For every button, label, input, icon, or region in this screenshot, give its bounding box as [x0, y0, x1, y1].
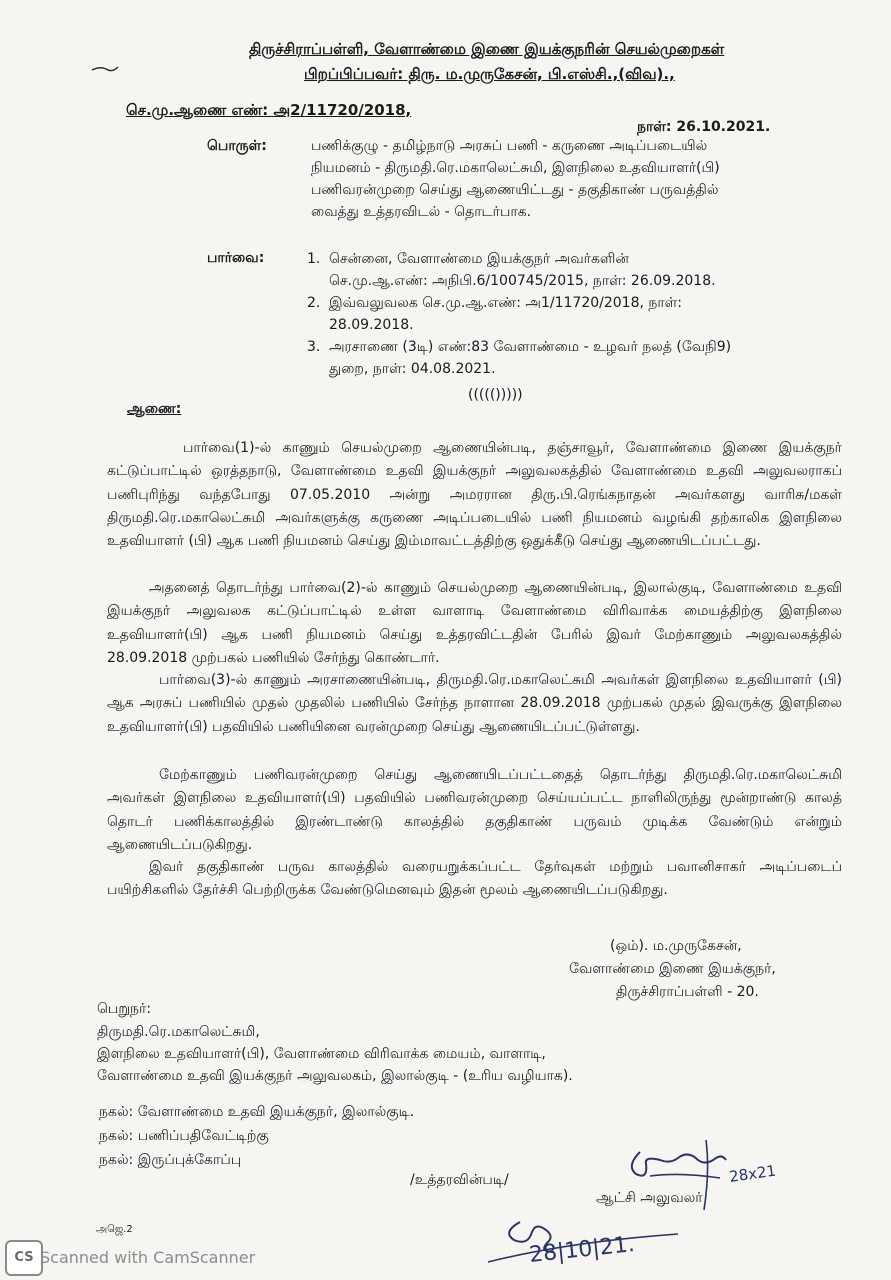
body-paragraph-5 — [107, 856, 842, 903]
reference-line: சென்னை, வேளாண்மை இயக்குநர் அவர்களின் — [329, 251, 629, 267]
svg-text:28|10|21.: 28|10|21. — [528, 1232, 636, 1268]
recipient-line: வேளாண்மை உதவி இயக்குநர் அலுவலகம், இலால்குடி - (உரிய வழியாக). — [97, 1068, 573, 1084]
reference-number: 1. — [307, 251, 321, 267]
copy-line: நகல்: பணிப்பதிவேட்டிற்கு — [99, 1128, 269, 1144]
body-paragraph-3 — [107, 669, 842, 739]
separator: ((((())))) — [468, 387, 523, 403]
subject-line: பணிவரன்முறை செய்து ஆணையிட்டது - தகுதிகாண் பருவத்தில் — [311, 182, 719, 198]
subject-block — [311, 135, 720, 223]
reference-number: 2. — [307, 295, 321, 311]
reference-line: செ.மு.ஆ.எண்: அநிபி.6/100745/2015, நாள்: 26.09.2018. — [329, 273, 716, 289]
signatory-designation: வேளாண்மை இணை இயக்குநர், — [569, 961, 776, 977]
subject-line: வைத்து உத்தரவிடல் - தொடர்பாக. — [311, 204, 532, 220]
order-number: செ.மு.ஆணை எண்: அ2/11720/2018, — [126, 101, 412, 119]
signatory-name: (ஒம்). ம.முருகேசன், — [610, 938, 742, 954]
paragraph-text: பார்வை(3)-ல் காணும் அரசாணையின்படி, திருமதி.ரெ.மகாலெட்சுமி அவர்கள் இளநிலை உதவியாளர் (பி) ஆக அரசுப் பணியில் முதல் முதலில் பணியில் சேர்ந்த நாளான 28.09.2018 முற்பகல் முதல் இவருக்கு இளநிலை உதவியாளர்(பி) பதவியில் பணியினை வரன்முறை செய்து ஆணையிடப்பட்டுள்ளது. — [107, 672, 842, 735]
reference-number: 3. — [307, 339, 321, 355]
reference-line: 28.09.2018. — [329, 317, 414, 333]
subject-line: நியமனம் - திருமதி.ரெ.மகாலெட்சுமி, இளநிலை உதவியாளர்(பி) — [311, 160, 720, 176]
order-date: நாள்: 26.10.2021. — [637, 119, 771, 135]
initials-code: அஜெ.2 — [96, 1224, 133, 1235]
references-list — [307, 248, 731, 380]
signature-stroke — [632, 1152, 726, 1176]
recipient-line: திருமதி.ரெ.மகாலெட்சுமி, — [97, 1024, 260, 1040]
recipient-block — [97, 1021, 573, 1087]
recipient-line: இளநிலை உதவியாளர்(பி), வேளாண்மை விரிவாக்க மையம், வாளாடி, — [97, 1046, 546, 1062]
recipient-label: பெறுநர்: — [97, 1001, 152, 1017]
copy-line: நகல்: வேளாண்மை உதவி இயக்குநர், இலால்குடி. — [99, 1104, 415, 1120]
office-title: திருச்சிராப்பள்ளி, வேளாண்மை இணை இயக்குநரின் செயல்முறைகள் — [249, 40, 725, 58]
subject-line: பணிக்குழு - தமிழ்நாடு அரசுப் பணி - கருணை அடிப்படையில் — [311, 138, 708, 154]
paragraph-text: இவர் தகுதிகாண் பருவ காலத்தில் வரையறுக்கப்பட்ட தேர்வுகள் மற்றும் பவானிசாகர் அடிப்படைப் பயிற்சிகளில் தேர்ச்சி பெற்றிருக்க வேண்டுமெனவும் இதன் மூலம் ஆணையிடப்படுகிறது. — [107, 859, 842, 899]
body-paragraph-2 — [107, 577, 842, 670]
copies-list — [99, 1100, 414, 1172]
attest-title: ஆட்சி அலுவலர் — [596, 1190, 703, 1206]
paragraph-text: மேற்காணும் பணிவரன்முறை செய்து ஆணையிடப்பட்டதைத் தொடர்ந்து திருமதி.ரெ.மகாலெட்சுமி அவர்கள் இளநிலை உதவியாளர்(பி) பதவியில் பணிவரன்முறை செய்யப்பட்ட நாளிலிருந்து மூன்றாண்டு காலத் தொடர் பணிக்காலத்தில் இரண்டாண்டு காலத்தில் தகுதிகாண் பருவம் முடிக்க வேண்டும் என்றும் ஆணையிடப்படுகிறது. — [107, 767, 842, 853]
subject-label: பொருள்: — [207, 138, 267, 154]
copy-line: நகல்: இருப்புக்கோப்பு — [99, 1152, 242, 1168]
reference-line: அரசாணை (3டி) எண்:83 வேளாண்மை - உழவர் நலத் (வேநி9) — [329, 339, 732, 355]
references-label: பார்வை: — [207, 250, 265, 266]
paragraph-text: பார்வை(1)-ல் காணும் செயல்முறை ஆணையின்படி, தஞ்சாவூர், வேளாண்மை இணை இயக்குநர் கட்டுப்பாட்டில் ஒரத்தநாடு, வேளாண்மை உதவி இயக்குநர் அலுவலகத்தில் வேளாண்மை உதவி அலுவலராகப் பணிபுரிந்து வந்தபோது 07.05.2010 அன்று அமரரான திரு.பி.ரெங்கநாதன் அவர்களது வாரிசு/மகள் திருமதி.ரெ.மகாலெட்சுமி அவர்களுக்கு கருணை அடிப்படையில் பணி நியமனம் வழங்கி தற்காலிக இளநிலை உதவியாளர் (பி) ஆக பணி நியமனம் செய்து இம்மாவட்டத்திற்கு ஒதுக்கீடு செய்து ஆணையிடப்பட்டது. — [107, 440, 842, 550]
camscanner-logo: CS — [5, 1240, 43, 1276]
reference-line: துறை, நாள்: 04.08.2021. — [329, 361, 496, 377]
order-label: ஆணை: — [127, 401, 182, 417]
svg-text:28x21: 28x21 — [728, 1161, 778, 1186]
reference-item — [307, 336, 731, 380]
paragraph-text: அதனைத் தொடர்ந்து பார்வை(2)-ல் காணும் செயல்முறை ஆணையின்படி, இலால்குடி, வேளாண்மை உதவி இயக்குநர் அலுவலக கட்டுப்பாட்டில் உள்ள வாளாடி வேளாண்மை விரிவாக்க மையத்திற்கு இளநிலை உதவியாளர்(பி) ஆக பணி நியமனம் செய்து உத்தரவிட்டதின் பேரில் இவர் மேற்காணும் அலுவலகத்தில் 28.09.2018 முற்பகல் பணியில் சேர்ந்து கொண்டார். — [107, 580, 842, 666]
initials-stroke — [509, 1222, 554, 1252]
reference-line: இவ்வலுவலக செ.மு.ஆ.எண்: அ1/11720/2018, நாள்: — [329, 295, 683, 311]
body-paragraph-4 — [107, 764, 842, 857]
reference-item — [307, 248, 731, 292]
signatory-place: திருச்சிராப்பள்ளி - 20. — [616, 984, 759, 1000]
reference-item — [307, 292, 731, 336]
body-paragraph-1 — [107, 437, 842, 553]
issuer-line: பிறப்பிப்பவர்: திரு. ம.முருகேசன், பி.எஸ்சி.,(விவ)., — [304, 65, 675, 83]
scanner-watermark: Scanned with CamScanner — [40, 1248, 256, 1267]
by-order: /உத்தரவின்படி/ — [410, 1172, 509, 1188]
